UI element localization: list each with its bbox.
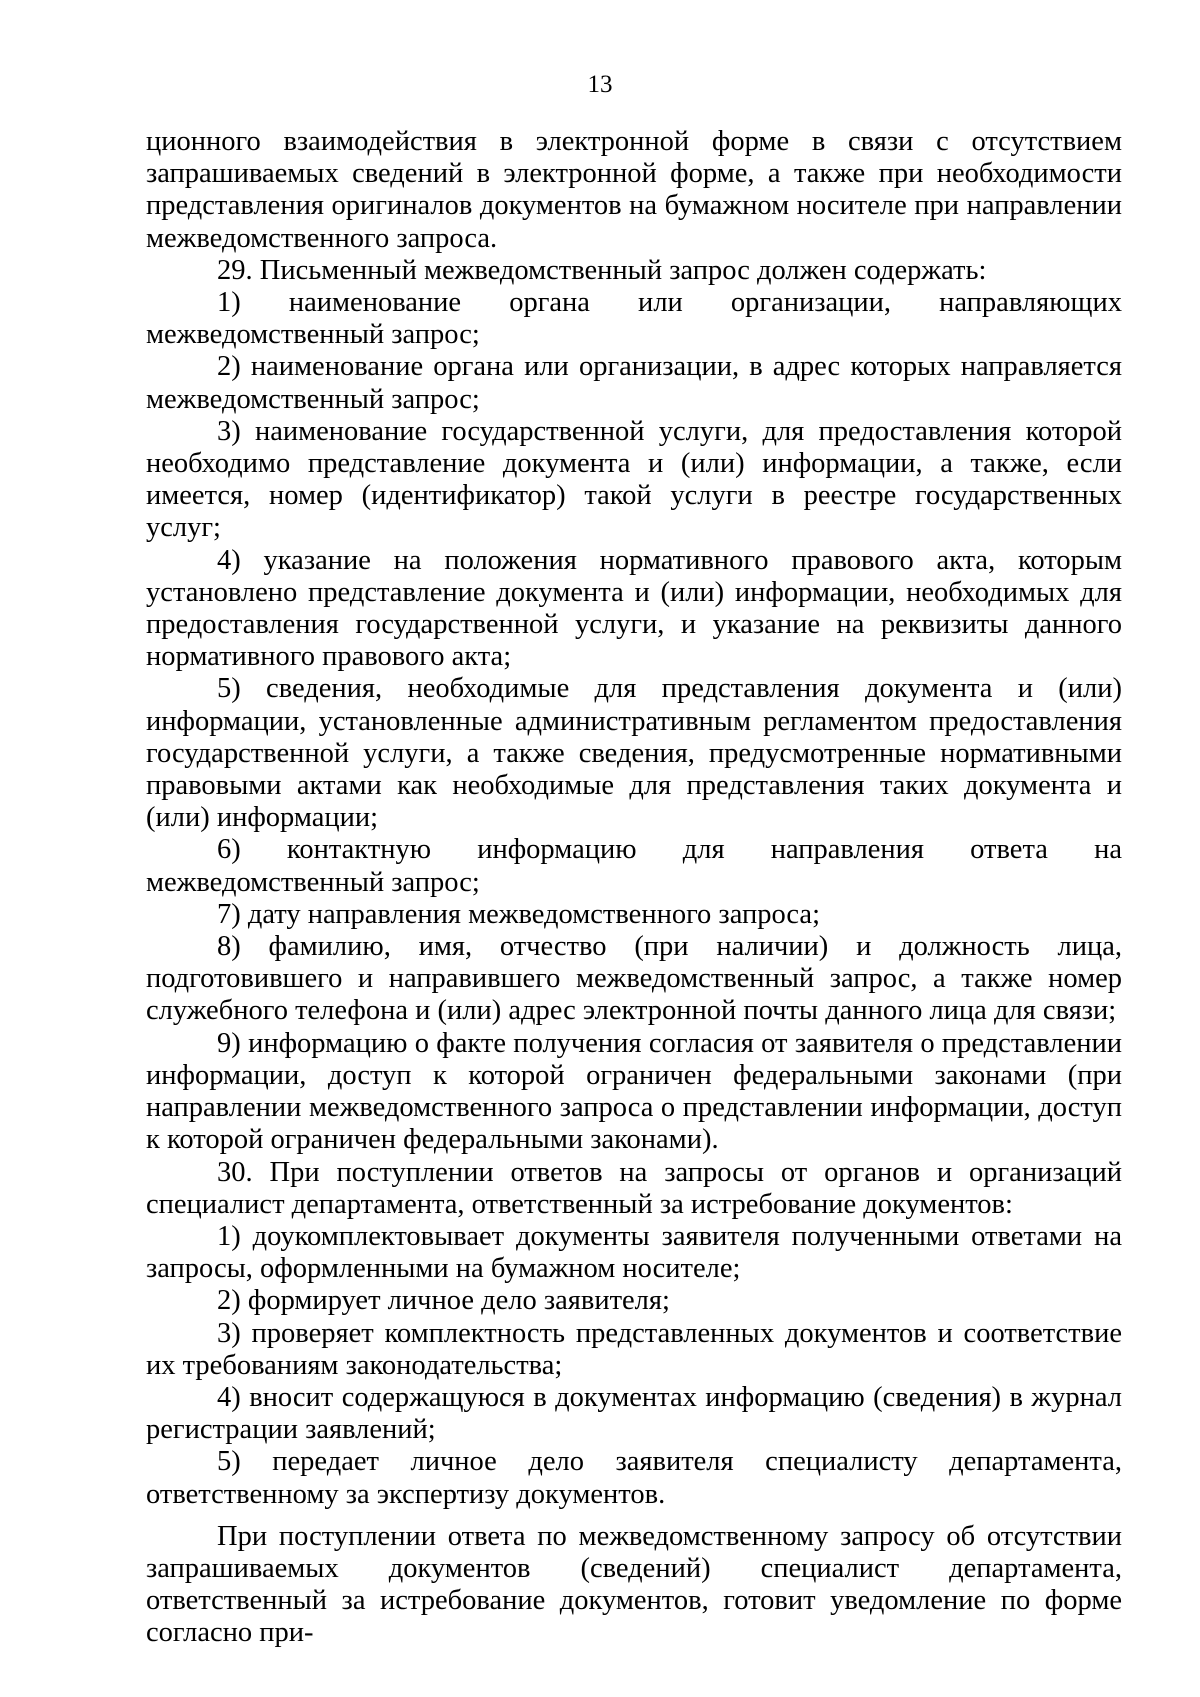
paragraph-30-point-2: 2) формирует личное дело заявителя;: [217, 1285, 670, 1317]
paragraph-item-30-heading: 30. При поступлении ответов на запросы от органов и организаций специалист департамента, ответственный за истребование документов:: [146, 1156, 1122, 1220]
paragraph-29-point-9: 9) информацию о факте получения согласия от заявителя о представлении информации, доступ к которой ограничен федеральными законами (при направлении межведомственного запроса о представлении информации, доступ к которой ограничен федеральными законами).: [146, 1027, 1122, 1156]
paragraph-29-point-1: 1) наименование органа или организации, направляющих межведомственный запрос;: [146, 287, 1122, 351]
paragraph-30-point-4: 4) вносит содержащуюся в документах информацию (сведения) в журнал регистрации заявлений;: [146, 1381, 1122, 1446]
document-body: [146, 126, 1122, 1650]
paragraph-item-29-heading: 29. Письменный межведомственный запрос должен содержать:: [217, 254, 987, 286]
paragraph-29-point-4: 4) указание на положения нормативного правового акта, которым установлено представление документа и (или) информации, необходимых для предоставления государственной услуги, и указание на реквизиты данного нормативного правового акта;: [146, 544, 1122, 673]
page-number: 13: [587, 71, 613, 98]
paragraph-30-point-5: 5) передает личное дело заявителя специалисту департамента, ответственному за экспертизу документов.: [146, 1446, 1122, 1510]
paragraph-29-point-7: 7) дату направления межведомственного запроса;: [217, 898, 820, 930]
paragraph-29-point-2: 2) наименование органа или организации, в адрес которых направляется межведомственный запрос;: [146, 351, 1122, 415]
paragraph-29-point-6: 6) контактную информацию для направления ответа на межведомственный запрос;: [146, 834, 1122, 898]
paragraph-29-point-5: 5) сведения, необходимые для представления документа и (или) информации, установленные административным регламентом предоставления государственной услуги, а также сведения, предусмотренные нормативными правовыми актами как необходимые для представления таких документа и (или) информации;: [146, 673, 1122, 834]
paragraph-29-point-3: 3) наименование государственной услуги, для предоставления которой необходимо представление документа и (или) информации, а также, если имеется, номер (идентификатор) такой услуги в реестре государственных услуг;: [146, 415, 1122, 544]
paragraph-30-point-3: 3) проверяет комплектность представленных документов и соответствие их требованиям законодательства;: [146, 1317, 1122, 1381]
paragraph-absent-documents: При поступлении ответа по межведомственному запросу об отсутствии запрашиваемых документов (сведений) специалист департамента, ответственный за истребование документов, готовит уведомление по форме согласно при-: [146, 1520, 1122, 1649]
paragraph-29-point-8: 8) фамилию, имя, отчество (при наличии) и должность лица, подготовившего и направившего межведомственный запрос, а также номер служебного телефона и (или) адрес электронной почты данного лица для связи;: [146, 931, 1122, 1027]
paragraph-30-point-1: 1) доукомплектовывает документы заявителя полученными ответами на запросы, оформленными на бумажном носителе;: [146, 1220, 1122, 1285]
paragraph-continuation: ционного взаимодействия в электронной форме в связи с отсутствием запрашиваемых сведений в электронной форме, а также при необходимости представления оригиналов документов на бумажном носителе при направлении межведомственного запроса.: [146, 126, 1122, 254]
